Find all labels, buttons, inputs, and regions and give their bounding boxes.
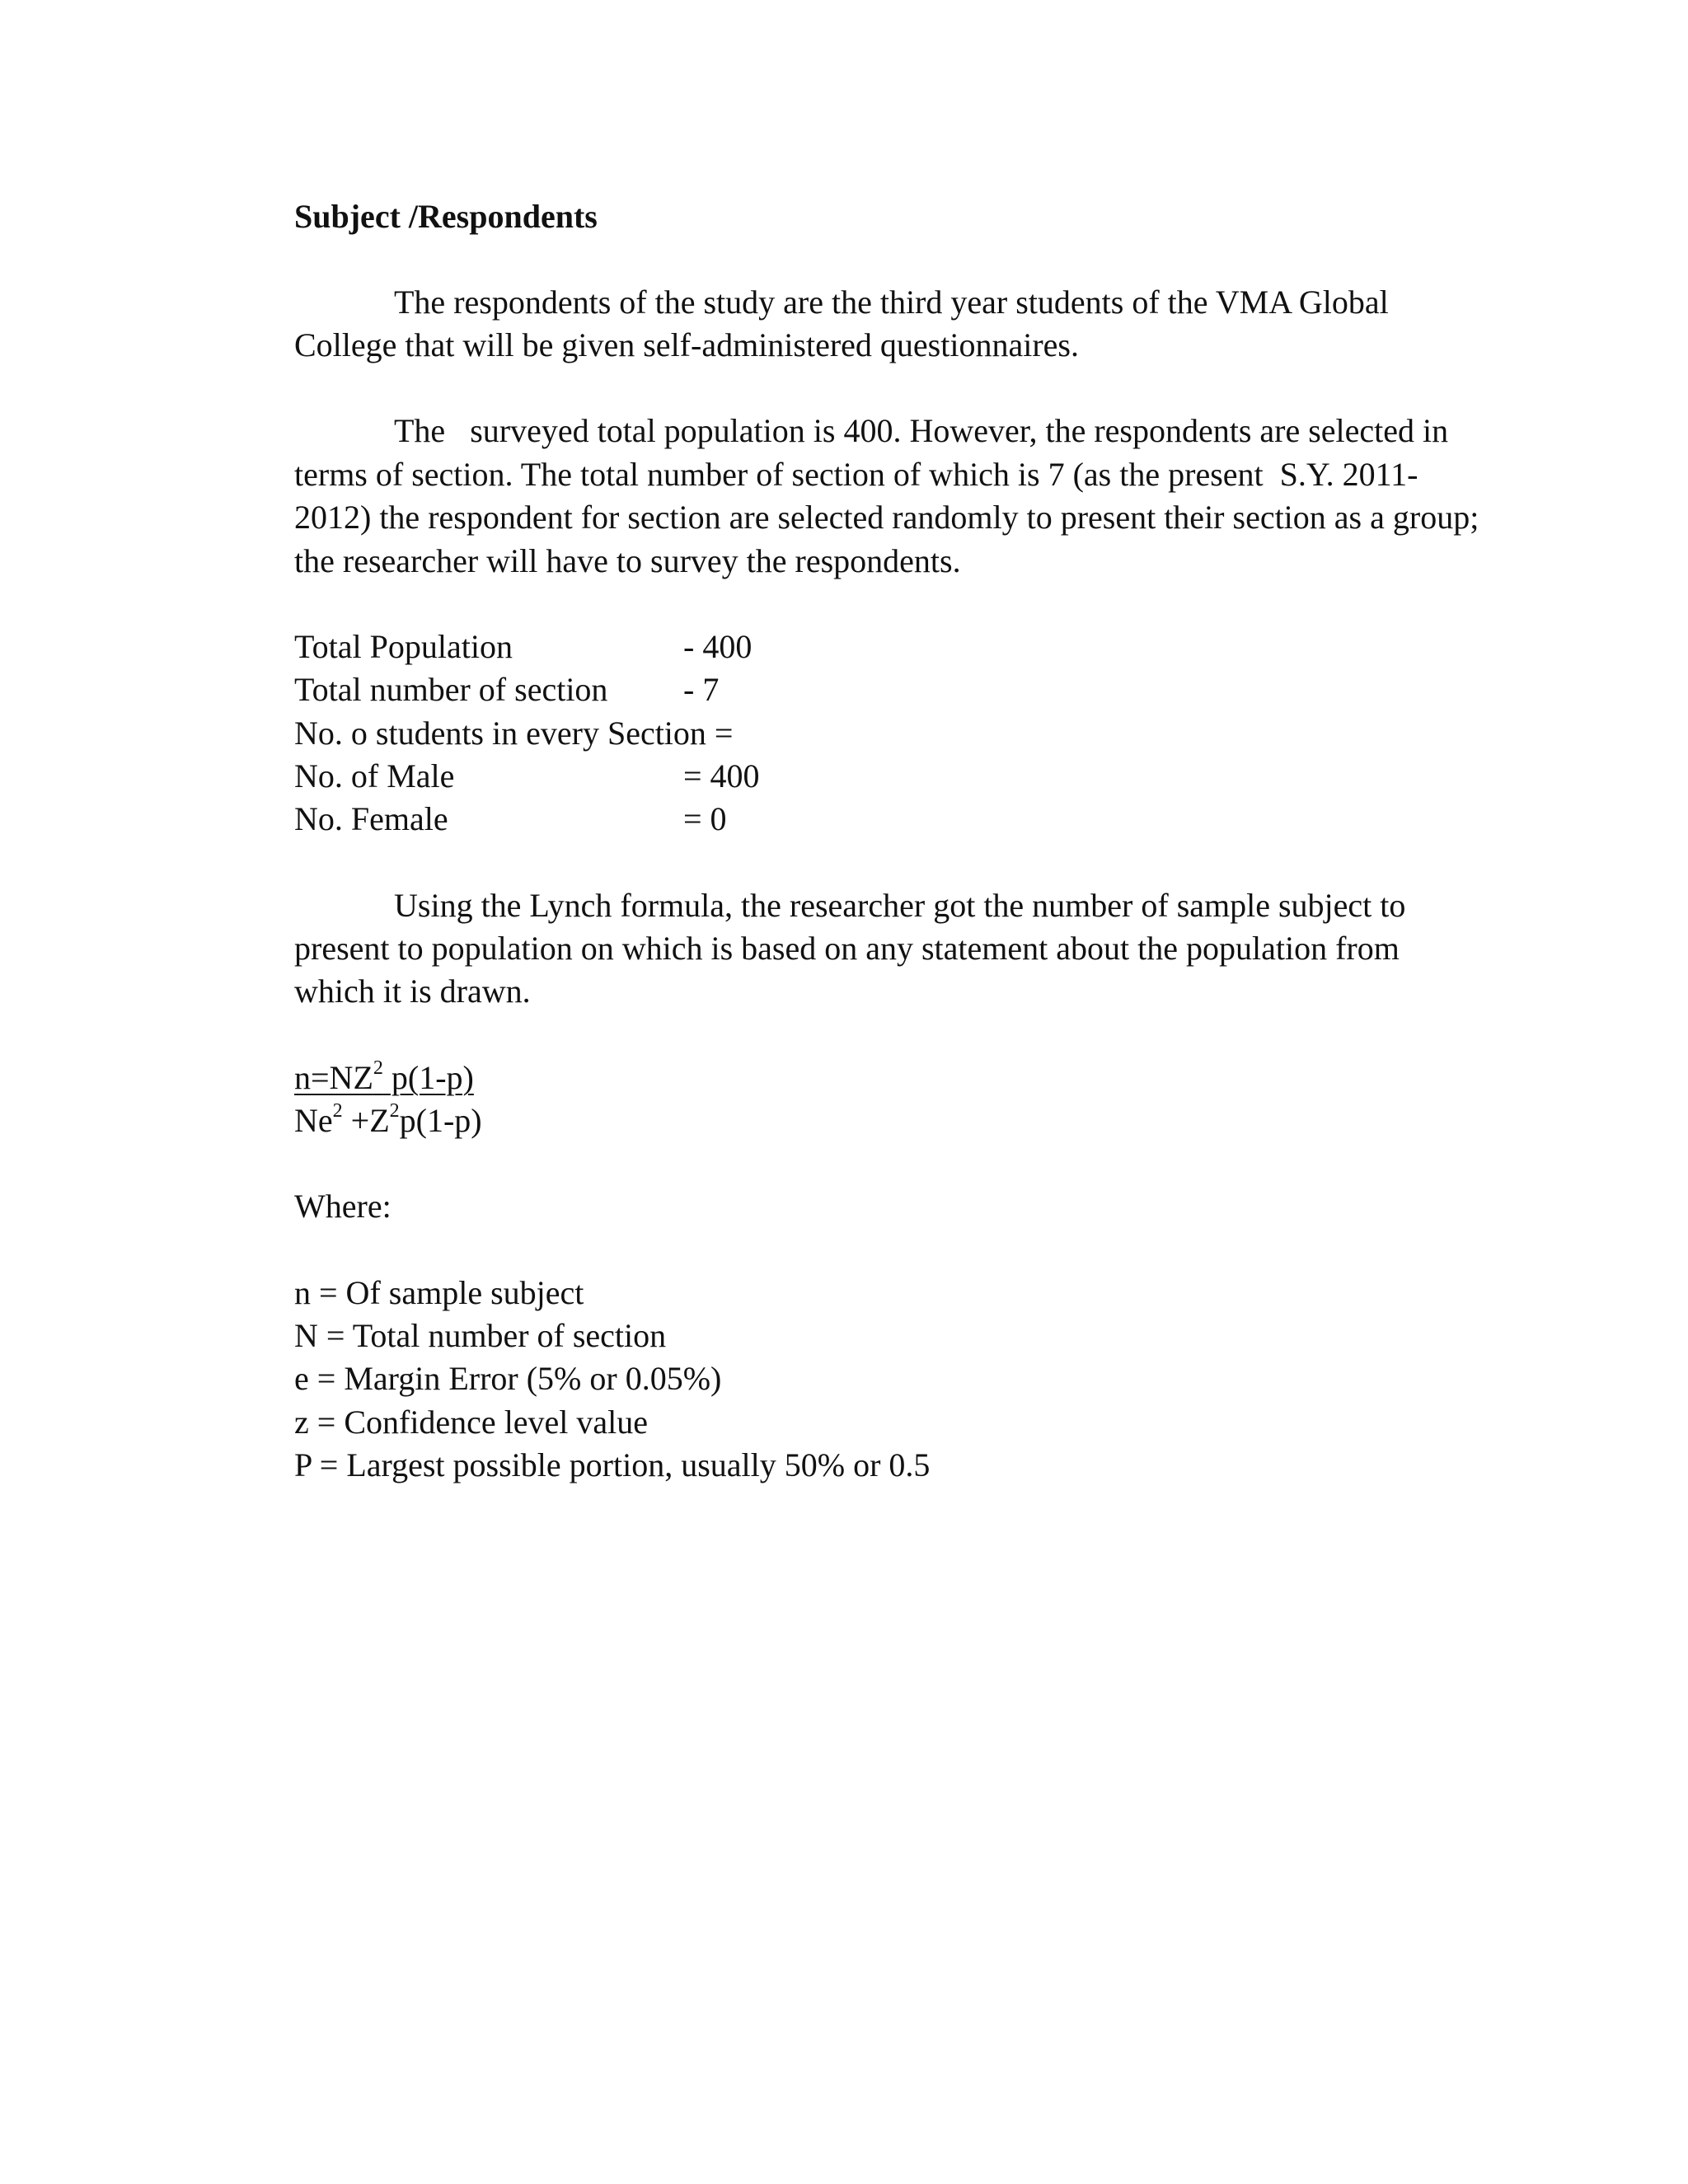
formula-numerator	[294, 1057, 474, 1096]
stat-label: No. Female	[294, 800, 448, 837]
paragraph-1-line-2: College that will be given self-administered questionnaires.	[294, 326, 1079, 363]
stat-value: = 0	[683, 800, 727, 837]
paragraph-3-line-2: present to population on which is based on any statement about the population from	[294, 930, 1400, 967]
paragraph-2-line-4: the researcher will have to survey the respondents.	[294, 542, 961, 579]
stat-value: - 7	[683, 671, 720, 708]
definition-item: N = Total number of section	[294, 1317, 667, 1354]
formula-num-part: n=NZ	[294, 1059, 373, 1096]
paragraph-3-line-3: which it is drawn.	[294, 972, 531, 1010]
formula-num-exponent: 2	[373, 1057, 383, 1079]
stat-label: Total number of section	[294, 671, 608, 708]
definition-item: z = Confidence level value	[294, 1404, 649, 1441]
paragraph-1-line-1: The respondents of the study are the third year students of the VMA Global	[394, 284, 1389, 321]
formula-den-part: p(1-p)	[399, 1102, 482, 1139]
paragraph-2-line-1: The surveyed total population is 400. However, the respondents are selected in	[394, 412, 1449, 449]
stat-value: - 400	[683, 628, 753, 665]
stat-value: = 400	[683, 757, 760, 794]
formula-den-exponent: 2	[389, 1100, 400, 1122]
definition-item: n = Of sample subject	[294, 1274, 584, 1311]
where-label: Where:	[294, 1188, 392, 1225]
paragraph-2-line-3: 2012) the respondent for section are selected randomly to present their section as a group;	[294, 499, 1479, 536]
stat-label: No. o students in every Section =	[294, 715, 734, 752]
formula-den-part: Ne	[294, 1102, 333, 1139]
section-heading: Subject /Respondents	[294, 198, 598, 235]
paragraph-2-line-2: terms of section. The total number of section of which is 7 (as the present S.Y. 2011-	[294, 456, 1418, 493]
definition-item: e = Margin Error (5% or 0.05%)	[294, 1360, 722, 1397]
definition-item: P = Largest possible portion, usually 50% or 0.5	[294, 1446, 931, 1483]
stat-label: Total Population	[294, 628, 513, 665]
formula-denominator	[294, 1100, 482, 1139]
formula-den-exponent: 2	[332, 1100, 343, 1122]
stat-label: No. of Male	[294, 757, 455, 794]
paragraph-3-line-1: Using the Lynch formula, the researcher got the number of sample subject to	[394, 887, 1406, 924]
formula-den-part: +Z	[342, 1102, 390, 1139]
formula-num-part: p(1-p)	[382, 1059, 474, 1096]
